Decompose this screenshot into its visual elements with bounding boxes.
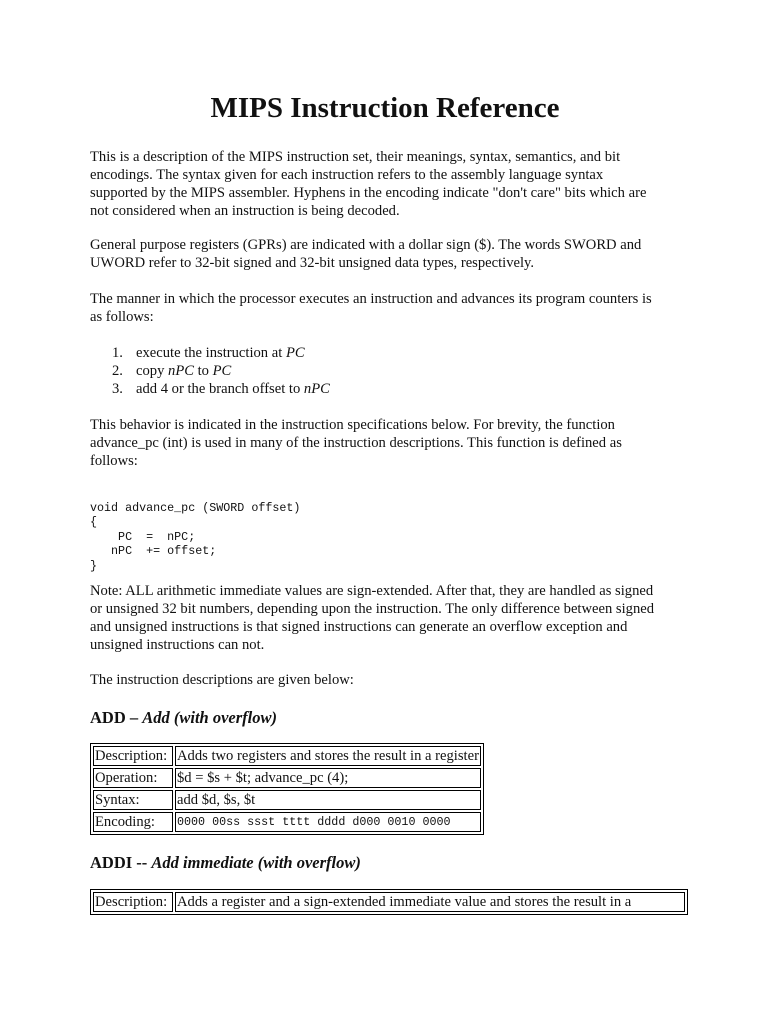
gprs-line: UWORD refer to 32-bit signed and 32-bit unsigned data types, respectively. xyxy=(90,255,535,271)
gprs-paragraph xyxy=(90,236,650,272)
list-item-text: add 4 or the branch offset to xyxy=(136,381,304,397)
addi-separator: -- xyxy=(132,853,152,872)
table-label-cell: Syntax: xyxy=(93,790,173,810)
note-line: Note: ALL arithmetic immediate values are sign-extended. After that, they are handled as signed xyxy=(90,583,654,599)
execution-steps-list xyxy=(90,344,650,398)
table-label-cell: Description: xyxy=(93,892,173,912)
table-row xyxy=(93,746,481,766)
list-item-number: 2. xyxy=(112,363,123,379)
page-title: MIPS Instruction Reference xyxy=(210,92,560,124)
list-item xyxy=(90,362,650,380)
code-line: nPC += offset; xyxy=(90,544,217,559)
intro-line: supported by the MIPS assembler. Hyphens in the encoding indicate "don't care" bits which are xyxy=(90,185,647,201)
table-row xyxy=(93,892,685,912)
table-label-cell: Description: xyxy=(93,746,173,766)
code-line: } xyxy=(90,558,98,573)
addi-mnemonic: ADDI xyxy=(90,853,133,872)
intro-line: not considered when an instruction is being decoded. xyxy=(90,203,400,219)
add-mnemonic: ADD xyxy=(90,708,126,727)
behavior-line: advance_pc (int) is used in many of the instruction descriptions. This function is defined as xyxy=(90,435,622,451)
behavior-line: This behavior is indicated in the instruction specifications below. For brevity, the function xyxy=(90,417,615,433)
manner-line: The manner in which the processor executes an instruction and advances its program counters is xyxy=(90,291,652,307)
descriptions-intro: The instruction descriptions are given below: xyxy=(90,672,354,688)
code-line: { xyxy=(90,515,98,530)
manner-line: as follows: xyxy=(90,309,154,325)
manner-paragraph xyxy=(90,290,650,326)
intro-paragraph xyxy=(90,148,650,220)
table-row xyxy=(93,790,481,810)
behavior-paragraph xyxy=(90,416,650,470)
table-value-cell: 0000 00ss ssst tttt dddd d000 0010 0000 xyxy=(175,812,481,832)
list-item-emphasis: nPC xyxy=(168,363,194,379)
list-item-emphasis: PC xyxy=(285,345,305,361)
list-item-number: 3. xyxy=(112,381,123,397)
list-item-number: 1. xyxy=(112,345,123,361)
table-row xyxy=(93,812,481,832)
intro-line: encodings. The syntax given for each instruction refers to the assembly language syntax xyxy=(90,167,604,183)
list-item-emphasis: PC xyxy=(212,363,232,379)
list-item-emphasis: nPC xyxy=(303,381,330,397)
table-value-cell: Adds a register and a sign-extended immediate value and stores the result in a xyxy=(175,892,685,912)
list-item-text: copy xyxy=(136,363,169,379)
table-value-cell: Adds two registers and stores the result in a register xyxy=(177,748,479,764)
table-label-cell: Operation: xyxy=(93,768,173,788)
behavior-line: follows: xyxy=(90,453,138,469)
table-row xyxy=(93,768,481,788)
add-heading xyxy=(90,708,277,728)
list-item xyxy=(90,380,650,398)
addi-spec-table xyxy=(90,889,688,915)
table-value-cell: add $d, $s, $t xyxy=(175,790,481,810)
addi-heading xyxy=(90,853,361,873)
note-line: or unsigned 32 bit numbers, depending upon the instruction. The only difference between signed xyxy=(90,601,655,617)
addi-name: Add immediate (with overflow) xyxy=(151,853,361,872)
table-value-cell: $d = $s + $t; advance_pc (4); xyxy=(175,768,481,788)
list-item-text: execute the instruction at xyxy=(136,345,286,361)
intro-line: This is a description of the MIPS instruction set, their meanings, syntax, semantics, and bit xyxy=(90,149,621,165)
note-line: unsigned instructions can not. xyxy=(90,637,265,653)
add-spec-table xyxy=(90,743,484,835)
code-line: void advance_pc (SWORD offset) xyxy=(90,501,301,515)
note-paragraph xyxy=(90,582,655,654)
add-name: Add (with overflow) xyxy=(142,708,277,727)
code-block xyxy=(90,501,300,573)
gprs-line: General purpose registers (GPRs) are indicated with a dollar sign ($). The words SWORD and xyxy=(90,237,642,253)
note-line: and unsigned instructions is that signed instructions can generate an overflow exception and xyxy=(90,619,628,635)
table-label-cell: Encoding: xyxy=(93,812,173,832)
list-item xyxy=(90,344,650,362)
add-separator: – xyxy=(125,708,143,727)
list-item-text: to xyxy=(193,363,213,379)
code-line: PC = nPC; xyxy=(90,529,196,544)
